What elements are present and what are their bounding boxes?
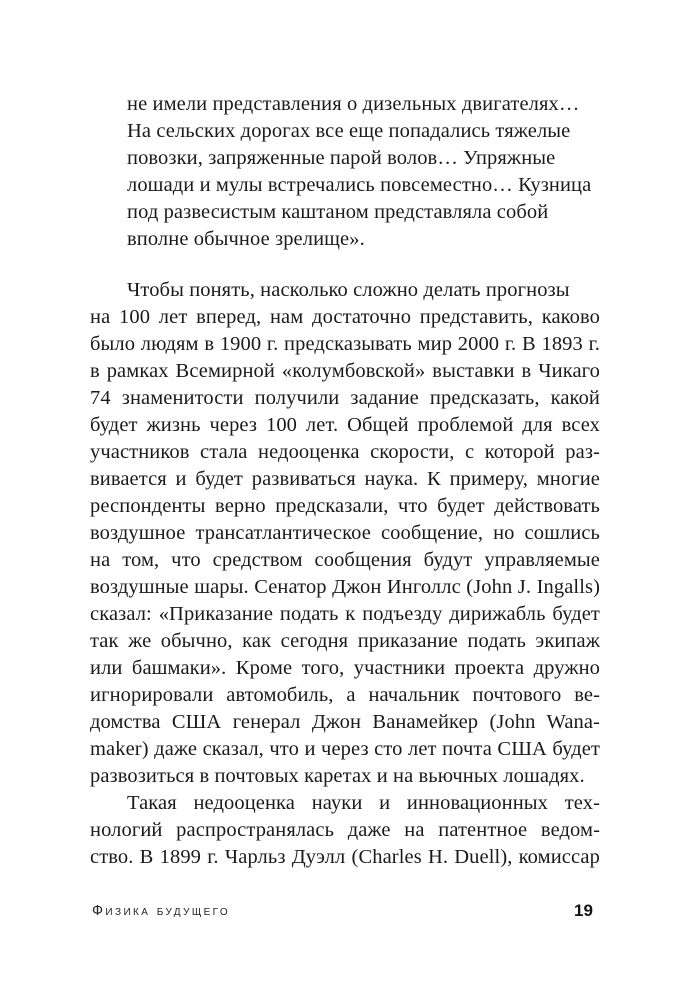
text-line: 74 знаменитости получили задание предсказать, какой: [90, 387, 600, 409]
text-line: сказал: «Приказание подать к подъезду дирижабль будет: [90, 603, 600, 625]
page-number: 19: [574, 901, 593, 920]
text-line: на том, что средством сообщения будут управляемые: [90, 549, 600, 571]
text-line: развозиться в почтовых каретах и на вьючных лошадях.: [90, 765, 585, 787]
quote-line: под развесистым каштаном представляла собой: [127, 201, 549, 223]
text-line: домства США генерал Джон Ванамейкер (John Wana-: [90, 711, 600, 733]
running-title: Физика будущего: [92, 903, 231, 919]
text-line: воздушные шары. Сенатор Джон Инголлс (John J. Ingalls): [90, 576, 600, 598]
quote-line: повозки, запряженные парой волов… Упряжные: [127, 147, 556, 169]
quote-line: лошади и мулы встречались повсеместно… Кузница: [127, 174, 592, 196]
text-line: ство. В 1899 г. Чарльз Дуэлл (Charles H. Duell), комиссар: [90, 846, 600, 868]
text-line: будет жизнь через 100 лет. Общей проблемой для всех: [90, 414, 600, 436]
text-line: или башмаки». Кроме того, участники проекта дружно: [90, 657, 600, 679]
text-line: maker) даже сказал, что и через сто лет почта США будет: [90, 738, 600, 760]
text-line: на 100 лет вперед, нам достаточно представить, каково: [90, 306, 600, 328]
quote-line: вполне обычное зрелище».: [127, 228, 365, 250]
text-line: респонденты верно предсказали, что будет действовать: [90, 495, 600, 517]
text-line: участников стала недооценка скорости, с которой раз-: [90, 441, 600, 463]
paragraph-first-line: Чтобы понять, насколько сложно делать прогнозы: [127, 279, 570, 301]
text-line: вивается и будет развиваться наука. К примеру, многие: [90, 468, 600, 490]
text-line: в рамках Всемирной «колумбовской» выставки в Чикаго: [90, 360, 600, 382]
quote-line: На сельских дорогах все еще попадались тяжелые: [127, 120, 571, 142]
text-line: игнорировали автомобиль, а начальник почтового ве-: [90, 684, 600, 706]
quote-line: не имели представления о дизельных двигателях…: [127, 93, 580, 115]
text-line: так же обычно, как сегодня приказание подать экипаж: [90, 630, 600, 652]
text-line: нологий распространялась даже на патентное ведом-: [90, 819, 600, 841]
text-line: было людям в 1900 г. предсказывать мир 2000 г. В 1893 г.: [90, 333, 600, 355]
text-line: воздушное трансатлантическое сообщение, но сошлись: [90, 522, 600, 544]
paragraph-first-line: Такая недооценка науки и инновационных тех-: [127, 792, 600, 814]
